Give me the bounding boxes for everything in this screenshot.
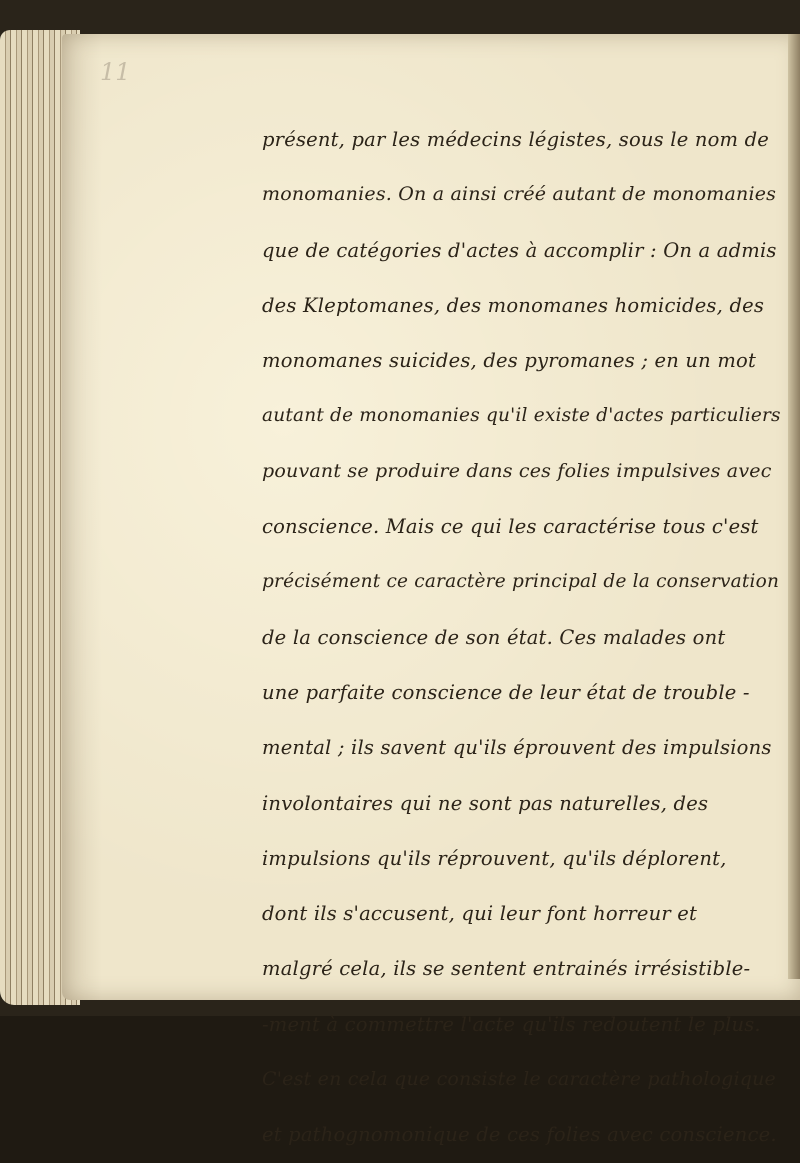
text-line: impulsions qu'ils réprouvent, qu'ils déplorent, [262,846,727,870]
text-line: une parfaite conscience de leur état de trouble - [262,680,750,704]
text-line: dont ils s'accusent, qui leur font horreur et [262,902,698,926]
text-line: autant de monomanies qu'il existe d'actes particuliers [262,405,781,427]
text-line: pouvant se produire dans ces folies impulsives avec [262,459,772,482]
text-line: monomanies. On a ainsi créé autant de monomanies [262,183,777,206]
text-line: précisément ce caractère principal de la conservation [262,571,780,593]
text-line: des Kleptomanes, des monomanes homicides, des [262,293,765,317]
text-line: involontaires qui ne sont pas naturelles, des [262,791,709,815]
text-line: de la conscience de son état. Ces malades ont [262,625,726,649]
text-line: conscience. Mais ce qui les caractérise tous c'est [262,515,759,539]
text-line: et pathognomonique de ces folies avec conscience. [262,1123,777,1147]
text-line: -ment à commettre l'acte qu'ils redoutent le plus. [262,1012,761,1036]
handwritten-text [262,112,782,1163]
text-line: présent, par les médecins légistes, sous le nom de [262,128,770,151]
book-right-edge [788,34,800,979]
page-number: 11 [100,58,131,86]
text-line: que de catégories d'actes à accomplir : On a admis [262,238,777,262]
text-line: monomanes suicides, des pyromanes ; en un mot [262,349,756,373]
text-line: mental ; ils savent qu'ils éprouvent des impulsions [262,736,772,760]
text-line: malgré cela, ils se sentent entrainés irrésistible- [262,957,751,981]
text-line: C'est en cela que consiste le caractère pathologique [262,1068,777,1091]
